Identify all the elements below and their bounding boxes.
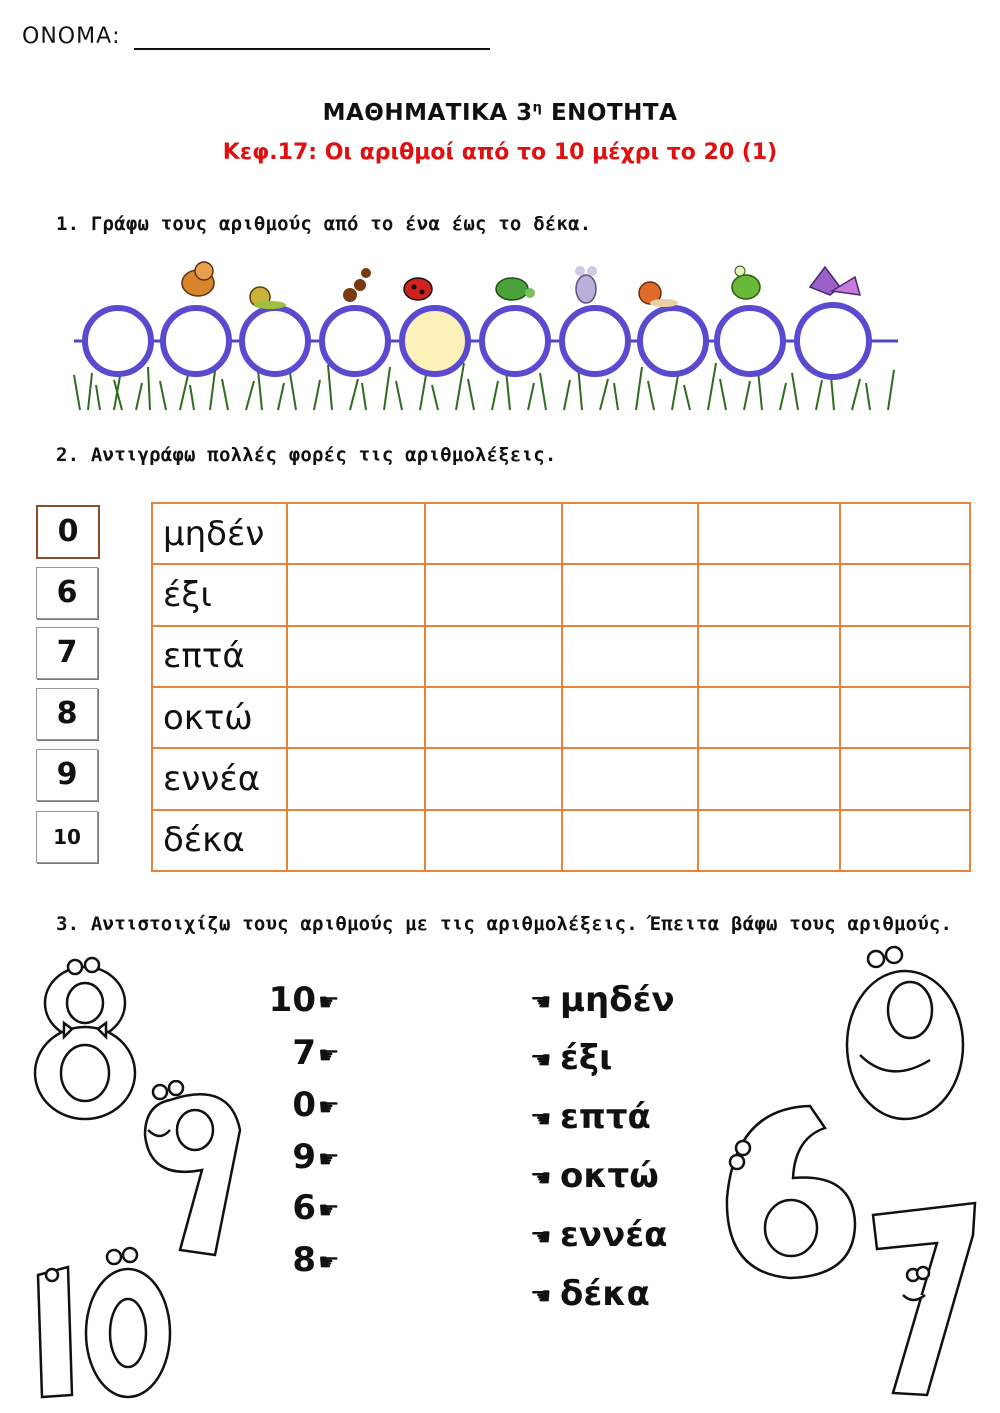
- match-word-epta[interactable]: επτά: [560, 1097, 651, 1137]
- match-number-0[interactable]: 0: [292, 1085, 316, 1125]
- match-word-okto[interactable]: οκτώ: [560, 1156, 659, 1196]
- bead-number-line: [70, 255, 900, 413]
- ant-icon: [343, 268, 371, 302]
- bead-9[interactable]: [717, 308, 783, 374]
- write-cell[interactable]: [562, 810, 698, 871]
- match-number-8[interactable]: 8: [292, 1240, 316, 1280]
- hand-left-icon: ☚: [530, 1223, 552, 1251]
- write-cell[interactable]: [287, 687, 425, 748]
- write-cell[interactable]: [425, 626, 562, 687]
- write-cell[interactable]: [425, 564, 562, 625]
- name-line[interactable]: [134, 48, 490, 50]
- number-box-0: 0: [36, 505, 100, 559]
- match-number-6[interactable]: 6: [292, 1188, 316, 1228]
- cartoon-ten-icon[interactable]: [28, 1245, 178, 1405]
- write-cell[interactable]: [840, 748, 970, 809]
- write-cell[interactable]: [698, 564, 840, 625]
- hand-right-icon: ☛: [318, 1248, 340, 1276]
- match-number-7[interactable]: 7: [292, 1033, 316, 1073]
- table-row: [152, 748, 970, 809]
- table-row: [152, 687, 970, 748]
- bead-1[interactable]: [85, 308, 151, 374]
- bead-5[interactable]: [402, 308, 468, 374]
- ladybug-icon: [404, 278, 432, 300]
- write-cell[interactable]: [698, 810, 840, 871]
- write-cell[interactable]: [840, 564, 970, 625]
- copy-words-grid: [151, 502, 971, 872]
- write-cell[interactable]: [287, 503, 425, 564]
- word-cell: μηδέν: [152, 503, 287, 564]
- write-cell[interactable]: [562, 748, 698, 809]
- match-word-miden[interactable]: μηδέν: [560, 980, 675, 1020]
- number-box-10: 10: [36, 811, 98, 863]
- table-row: [152, 564, 970, 625]
- cartoon-six-icon[interactable]: [715, 1098, 865, 1288]
- hand-right-icon: ☛: [318, 1196, 340, 1224]
- write-cell[interactable]: [698, 687, 840, 748]
- bead-4[interactable]: [322, 308, 388, 374]
- match-number-9[interactable]: 9: [292, 1137, 316, 1177]
- write-cell[interactable]: [425, 503, 562, 564]
- frog-icon: [732, 266, 760, 299]
- write-cell[interactable]: [425, 687, 562, 748]
- write-cell[interactable]: [287, 810, 425, 871]
- write-cell[interactable]: [287, 626, 425, 687]
- write-cell[interactable]: [698, 748, 840, 809]
- write-cell[interactable]: [287, 748, 425, 809]
- match-number-10[interactable]: 10: [268, 980, 316, 1020]
- bead-8[interactable]: [640, 308, 706, 374]
- number-box-7: 7: [36, 627, 98, 679]
- hand-left-icon: ☚: [530, 1164, 552, 1192]
- write-cell[interactable]: [425, 748, 562, 809]
- turtle-icon: [496, 278, 535, 300]
- hand-right-icon: ☛: [318, 1093, 340, 1121]
- number-box-6: 6: [36, 567, 98, 619]
- write-cell[interactable]: [840, 503, 970, 564]
- task-1-instruction: 1. Γράφω τους αριθμούς από το ένα έως το δέκα.: [56, 213, 592, 235]
- dog-icon: [182, 262, 214, 296]
- butterfly-icon: [810, 267, 860, 295]
- word-cell: οκτώ: [152, 687, 287, 748]
- cartoon-seven-icon[interactable]: [865, 1195, 985, 1400]
- write-cell[interactable]: [840, 687, 970, 748]
- match-word-ennea[interactable]: εννέα: [560, 1215, 668, 1255]
- hand-right-icon: ☛: [318, 1041, 340, 1069]
- write-cell[interactable]: [840, 626, 970, 687]
- write-cell[interactable]: [287, 564, 425, 625]
- task-3-instruction: 3. Αντιστοιχίζω τους αριθμούς με τις αριθμολέξεις. Έπειτα βάφω τους αριθμούς.: [56, 913, 953, 935]
- snail-2-icon: [639, 282, 678, 307]
- table-row: [152, 626, 970, 687]
- word-cell: εννέα: [152, 748, 287, 809]
- number-box-9: 9: [36, 749, 98, 801]
- hand-left-icon: ☚: [530, 1105, 552, 1133]
- mouse-icon: [575, 266, 597, 303]
- write-cell[interactable]: [840, 810, 970, 871]
- word-cell: έξι: [152, 564, 287, 625]
- page-subtitle: Κεφ.17: Οι αριθμοί από το 10 μέχρι το 20 (1): [222, 140, 778, 165]
- hand-left-icon: ☚: [530, 1046, 552, 1074]
- hand-left-icon: ☚: [530, 988, 552, 1016]
- hand-right-icon: ☛: [318, 1145, 340, 1173]
- write-cell[interactable]: [698, 626, 840, 687]
- snail-icon: [250, 287, 286, 309]
- page-title: ΜΑΘΗΜΑΤΙΚΑ $3^\eta$ ΕΝΟΤΗΤΑ: [322, 100, 678, 126]
- table-row: [152, 810, 970, 871]
- animal-decorations: [182, 262, 860, 309]
- hand-left-icon: ☚: [530, 1282, 552, 1310]
- bead-2[interactable]: [163, 308, 229, 374]
- task-2-instruction: 2. Αντιγράφω πολλές φορές τις αριθμολέξεις.: [56, 444, 557, 466]
- word-cell: επτά: [152, 626, 287, 687]
- match-word-deka[interactable]: δέκα: [560, 1274, 650, 1314]
- match-word-exi[interactable]: έξι: [560, 1038, 613, 1078]
- word-cell: δέκα: [152, 810, 287, 871]
- cartoon-nine-icon[interactable]: [130, 1080, 260, 1260]
- write-cell[interactable]: [698, 503, 840, 564]
- bead-7[interactable]: [562, 308, 628, 374]
- write-cell[interactable]: [562, 626, 698, 687]
- bead-10[interactable]: [797, 305, 869, 377]
- write-cell[interactable]: [562, 564, 698, 625]
- name-label: ΟΝΟΜΑ:: [22, 24, 121, 49]
- hand-right-icon: ☛: [318, 988, 340, 1016]
- table-row: [152, 503, 970, 564]
- number-box-8: 8: [36, 688, 98, 740]
- write-cell[interactable]: [562, 503, 698, 564]
- write-cell[interactable]: [425, 810, 562, 871]
- write-cell[interactable]: [562, 687, 698, 748]
- bead-3[interactable]: [242, 308, 308, 374]
- bead-6[interactable]: [482, 308, 548, 374]
